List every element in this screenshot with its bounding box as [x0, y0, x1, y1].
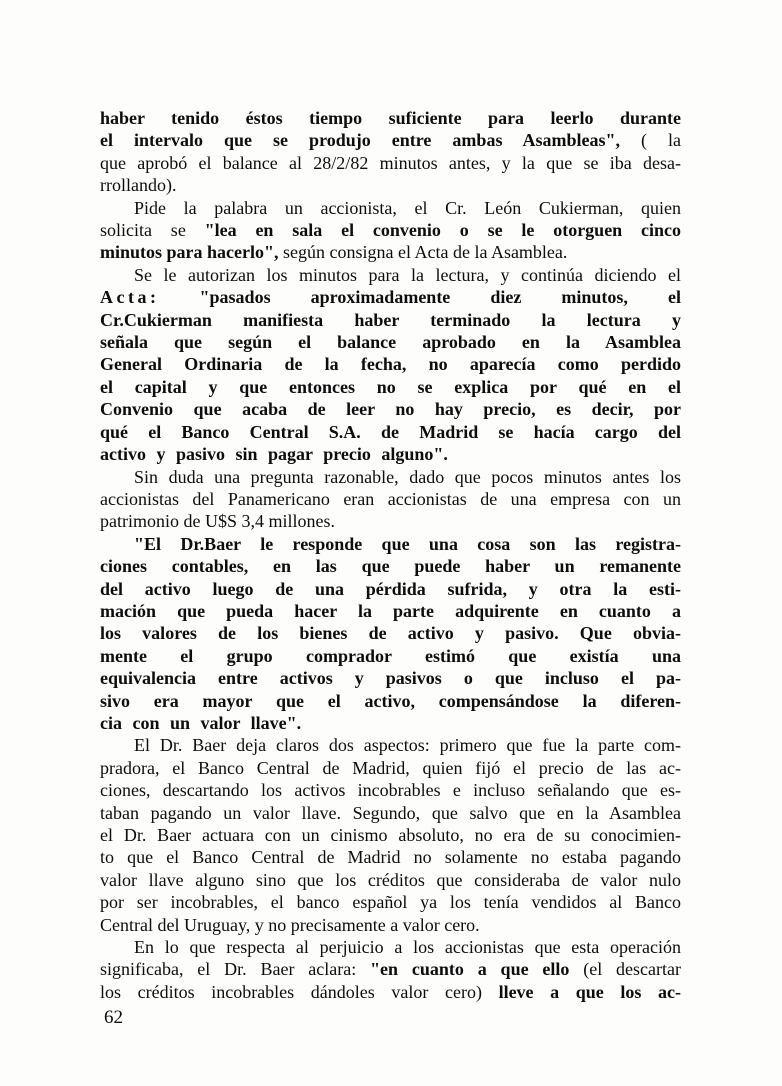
- text-line: [100, 398, 681, 420]
- text-segment: accionistas del Panamericano eran accionistas de una empresa con un: [100, 488, 681, 509]
- text-line: [100, 779, 681, 801]
- text-segment: según consigna el Acta de la Asamblea.: [278, 242, 568, 263]
- text-line: [100, 152, 681, 174]
- text-line: [100, 622, 681, 644]
- bold-text-segment: mación que pueda hacer la parte adquirente en cuanto a: [100, 600, 681, 621]
- text-line: [100, 174, 681, 196]
- text-line: [100, 466, 681, 488]
- text-segment: Central del Uruguay, y no precisamente a valor cero.: [100, 914, 480, 935]
- text-line: [100, 734, 681, 756]
- text-line: [100, 264, 681, 286]
- text-segment: el Dr. Baer actuara con un cinismo absoluto, no era de su conocimien-: [100, 825, 681, 845]
- text-line: [100, 846, 681, 868]
- text-segment: (el descartar: [569, 959, 682, 980]
- page-number: 62: [104, 1007, 123, 1028]
- text-line: [100, 353, 681, 375]
- text-line: [100, 533, 681, 555]
- bold-text-segment: qué el Banco Central S.A. de Madrid se hacía cargo del: [100, 421, 681, 442]
- text-segment: valor llave alguno sino que los créditos que consideraba de valor nulo: [100, 869, 681, 890]
- text-segment: que aprobó el balance al 28/2/82 minutos antes, y la que se iba desa-: [100, 152, 681, 173]
- text-segment: Sin duda una pregunta razonable, dado que pocos minutos antes los: [134, 466, 681, 487]
- text-line: [100, 510, 681, 532]
- text-line: [100, 555, 681, 577]
- text-line: [100, 914, 681, 936]
- bold-text-segment: ciones contables, en las que puede haber un remanente: [100, 556, 681, 577]
- text-line: [100, 981, 681, 1003]
- bold-text-segment: los valores de los bienes de activo y pasivo. Que obvia-: [100, 623, 681, 644]
- text-line: [100, 331, 681, 353]
- text-line: [100, 712, 681, 734]
- text-segment: Pide la palabra un accionista, el Cr. León Cukierman, quien: [134, 197, 681, 218]
- bold-text-segment: Cr.Cukierman manifiesta haber terminado la lectura y: [100, 309, 681, 330]
- bold-text-segment: el capital y que entonces no se explica por qué en el: [100, 376, 681, 397]
- text-line: [100, 421, 681, 443]
- text-line: [100, 129, 681, 151]
- text-segment: por ser incobrables, el banco español ya los tenía vendidos al Banco: [100, 892, 681, 913]
- text-line: [100, 219, 681, 241]
- bold-text-segment: "El Dr.Baer le responde que una cosa son las registra-: [134, 533, 681, 554]
- bold-text-segment: "lea en sala el convenio o se le otorguen cinco: [204, 220, 682, 241]
- text-line: [100, 690, 681, 712]
- bold-text-segment: haber tenido éstos tiempo suficiente para leerlo durante: [100, 108, 681, 128]
- text-line: [100, 309, 681, 331]
- text-segment: los créditos incobrables dándoles valor cero): [100, 981, 482, 1002]
- text-segment: pradora, el Banco Central de Madrid, quien fijó el precio de las ac-: [100, 757, 681, 778]
- text-line: [100, 936, 681, 958]
- text-segment: solicita se: [100, 220, 205, 241]
- bold-text-segment: lleve a que los ac-: [481, 981, 681, 1002]
- text-line: [100, 286, 681, 308]
- bold-text-segment: del activo luego de una pérdida sufrida, y otra la esti-: [100, 578, 681, 599]
- text-line: [100, 824, 681, 846]
- text-line: [100, 645, 681, 667]
- bold-text-segment: minutos para hacerlo",: [100, 242, 279, 263]
- text-line: [100, 958, 681, 980]
- text-segment: ciones, descartando los activos incobrables e incluso señalando que es-: [100, 780, 681, 801]
- text-line: [100, 757, 681, 779]
- bold-text-segment: "en cuanto a que ello: [370, 959, 570, 980]
- text-line: [100, 107, 681, 129]
- bold-text-segment: activo y pasivo sin pagar precio alguno".: [100, 444, 448, 465]
- page-text: [100, 107, 681, 1003]
- text-line: [100, 667, 681, 689]
- text-line: [100, 241, 681, 263]
- text-line: [100, 578, 681, 600]
- text-segment: rrollando).: [100, 175, 177, 196]
- bold-text-segment: General Ordinaria de la fecha, no aparecía como perdido: [100, 354, 681, 375]
- text-line: [100, 600, 681, 622]
- text-line: [100, 376, 681, 398]
- text-segment: ( la: [619, 130, 681, 151]
- bold-text-segment: cia con un valor llave".: [100, 712, 302, 733]
- text-line: [100, 869, 681, 891]
- text-segment: patrimonio de U$S 3,4 millones.: [100, 511, 335, 532]
- bold-text-segment: sivo era mayor que el activo, compensándose la diferen-: [100, 690, 681, 711]
- text-line: [100, 197, 681, 219]
- text-segment: to que el Banco Central de Madrid no solamente no estaba pagando: [100, 847, 681, 868]
- bold-text-segment: "pasados aproximadamente diez minutos, el: [159, 287, 681, 308]
- bold-text-segment: Convenio que acaba de leer no hay precio, es decir, por: [100, 399, 681, 420]
- bold-text-segment: señala que según el balance aprobado en la Asamblea: [100, 332, 681, 353]
- bold-text-segment: el intervalo que se produjo entre ambas Asambleas",: [100, 130, 620, 151]
- text-line: [100, 891, 681, 913]
- text-line: [100, 443, 681, 465]
- text-segment: Se le autorizan los minutos para la lectura, y continúa diciendo el: [134, 264, 681, 285]
- bold-text-segment: mente el grupo comprador estimó que existía una: [100, 645, 681, 666]
- text-line: [100, 802, 681, 824]
- bold-text-segment: equivalencia entre activos y pasivos o que incluso el pa-: [100, 668, 681, 689]
- bold-text-segment: Acta:: [100, 287, 160, 308]
- text-segment: significaba, el Dr. Baer aclara:: [100, 959, 371, 980]
- text-segment: El Dr. Baer deja claros dos aspectos: primero que fue la parte com-: [134, 735, 681, 756]
- text-line: [100, 488, 681, 510]
- text-segment: taban pagando un valor llave. Segundo, que salvo que en la Asamblea: [100, 802, 681, 823]
- text-segment: En lo que respecta al perjuicio a los accionistas que esta operación: [134, 937, 681, 958]
